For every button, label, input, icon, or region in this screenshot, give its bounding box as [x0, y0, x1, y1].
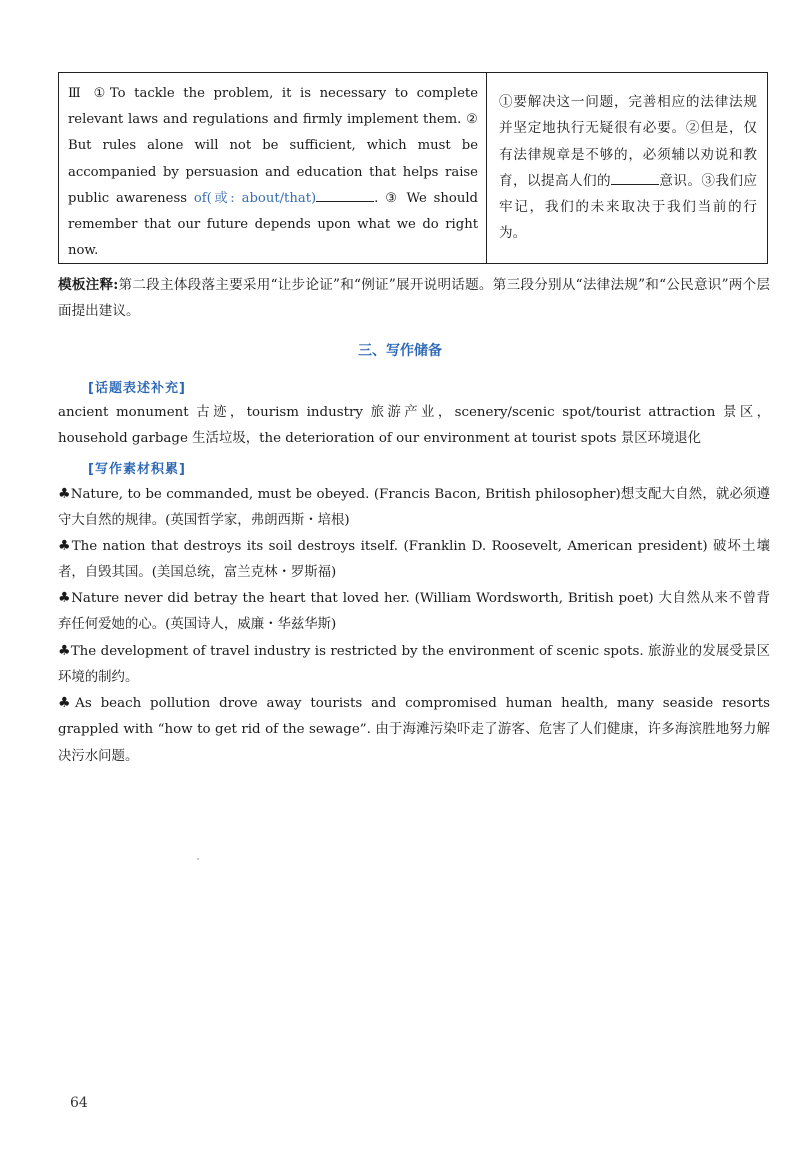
material-item-text: As beach pollution drove away tourists and compromised human health, many seaside resorts grappled with “how to get rid of the sewage”. 由于海滩污染吓走了游客、危害了人们健康，许多海滨胜地努力解决污水问题。 [58, 696, 770, 764]
material-item-text: Nature never did betray the heart that loved her. (William Wordsworth, British poet) 大自然从来不曾背弃任何爱她的心。(英国诗人，威廉・华兹华斯) [58, 591, 770, 633]
english-blue-hint: of(或: about/that) [193, 190, 317, 206]
chinese-text-part2: 意识。③我们应牢记，我们的未来取决于我们当前的行为。 [499, 172, 757, 242]
template-note [58, 272, 770, 324]
template-note-label: 模板注释: [58, 277, 119, 293]
material-item [58, 690, 770, 770]
club-bullet-icon: ♣ [58, 695, 76, 711]
topic-supplement-heading: [话题表述补充] [88, 381, 186, 396]
english-text-part1: Ⅲ ①To tackle the problem, it is necessary to complete relevant laws and regulations and firmly implement them. ② But rules alone will not be sufficient, which must be accompanied by persuasion and education that helps raise public awareness [68, 86, 478, 206]
material-item [58, 585, 770, 639]
club-bullet-icon: ♣ [58, 643, 71, 659]
page-number: 64 [70, 1095, 88, 1111]
club-bullet-icon: ♣ [58, 590, 72, 606]
chinese-blank [611, 171, 659, 185]
materials-heading: [写作素材积累] [88, 462, 186, 477]
material-item [58, 638, 770, 692]
material-item-text: The development of travel industry is restricted by the environment of scenic spots. 旅游业的发展受景区环境的制约。 [58, 644, 770, 686]
club-bullet-icon: ♣ [58, 486, 71, 502]
english-text-part2: . ③ We should remember that our future depends upon what we do right now. [68, 190, 478, 259]
material-item [58, 481, 770, 535]
club-bullet-icon: ♣ [58, 538, 72, 554]
template-note-text: 第二段主体段落主要采用“让步论证”和“例证”展开说明话题。第三段分别从“法律法规”和“公民意识”两个层面提出建议。 [58, 277, 770, 319]
english-blank [316, 188, 374, 202]
material-item-text: Nature, to be commanded, must be obeyed. (Francis Bacon, British philosopher)想支配大自然，就必须遵守大自然的规律。(英国哲学家，弗朗西斯・培根) [58, 487, 770, 529]
speck-mark [197, 858, 199, 860]
chinese-column [487, 73, 767, 263]
material-item-text: The nation that destroys its soil destroys itself. (Franklin D. Roosevelt, American president) 破坏土壤者，自毁其国。(美国总统，富兰克林・罗斯福) [58, 539, 770, 581]
english-column [59, 73, 487, 263]
chinese-text-part1: ①要解决这一问题，完善相应的法律法规并坚定地执行无疑很有必要。②但是，仅有法律规章是不够的，必须辅以劝说和教育，以提高人们的 [499, 94, 757, 189]
section-title: 三、写作储备 [358, 343, 442, 359]
topic-supplement-text: ancient monument 古迹，tourism industry 旅游产业，scenery/scenic spot/tourist attraction 景区，household garbage 生活垃圾，the deterioration of our environment at tourist spots 景区环境退化 [58, 405, 770, 447]
material-item [58, 533, 770, 587]
translation-table [58, 72, 768, 264]
